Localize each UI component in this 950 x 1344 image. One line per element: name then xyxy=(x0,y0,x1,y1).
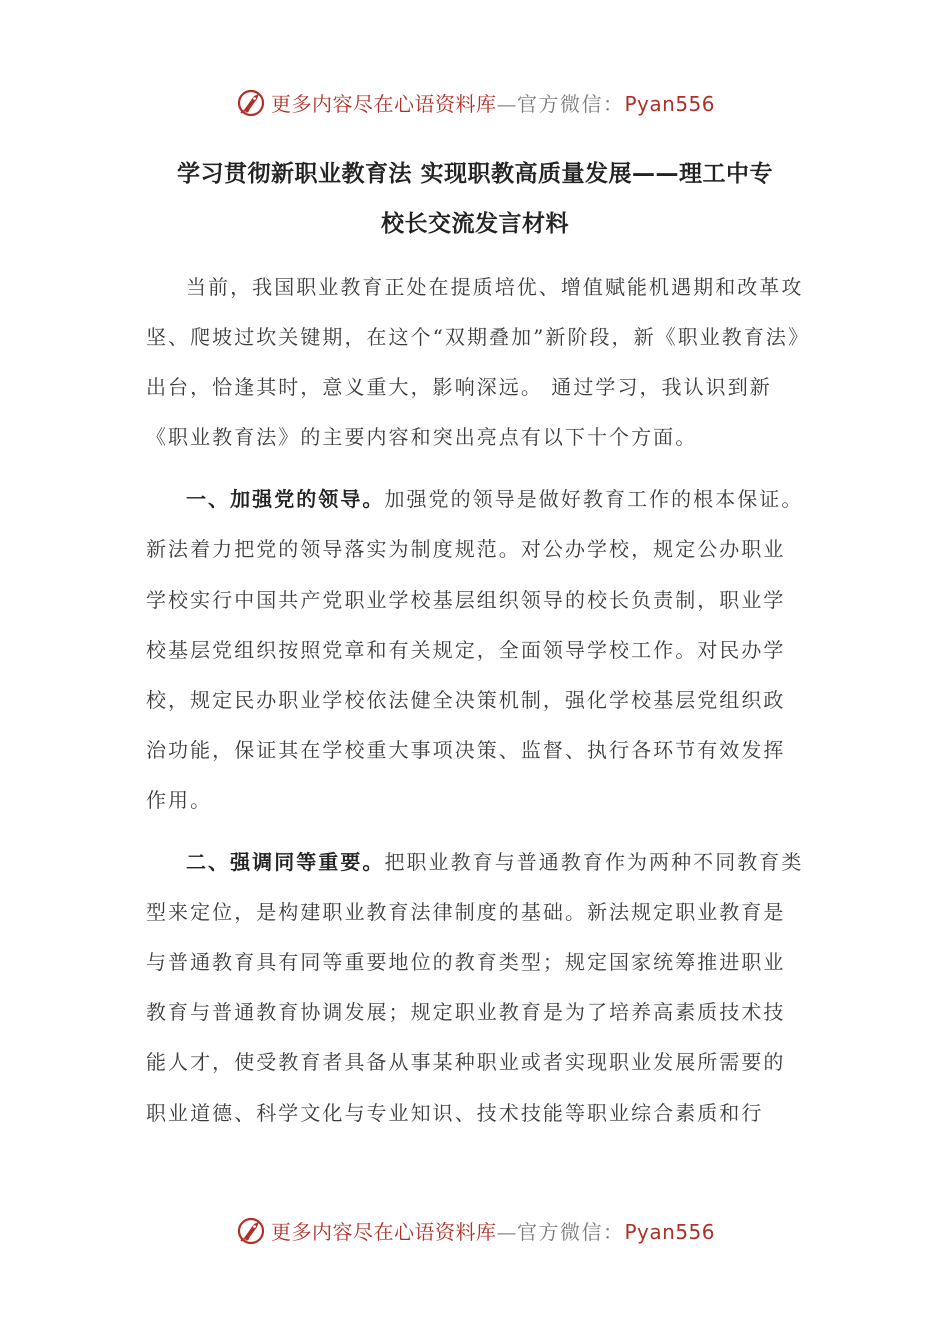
watermark-dash: — xyxy=(496,1219,517,1244)
watermark-main: 更多内容尽在心语资料库 xyxy=(270,1219,497,1244)
watermark-text xyxy=(271,1216,715,1245)
document-title-line-1: 学习贯彻新职业教育法 实现职教高质量发展——理工中专 xyxy=(176,161,773,187)
section-paragraph-2 xyxy=(146,837,806,1138)
watermark-banner-bottom xyxy=(0,1210,950,1250)
watermark-banner-top xyxy=(0,82,950,122)
document-title-line-2: 校长交流发言材料 xyxy=(381,211,569,237)
pen-nib-circle-icon xyxy=(235,86,267,118)
pen-nib-circle-icon xyxy=(235,1214,267,1246)
watermark-sub: 官方微信： xyxy=(516,1219,625,1244)
watermark-wechat: Pyan556 xyxy=(624,91,715,116)
watermark-sub: 官方微信： xyxy=(516,91,625,116)
intro-paragraph: 当前，我国职业教育正处在提质培优、增值赋能机遇期和改革攻坚、爬坡过坎关键期，在这个“双期叠加”新阶段，新《职业教育法》出台，恰逢其时，意义重大，影响深远。 通过学习，我认识到新《职业教育法》的主要内容和突出亮点有以下十个方面。 xyxy=(146,275,804,450)
section-body-1: 加强党的领导是做好教育工作的根本保证。新法着力把党的领导落实为制度规范。对公办学校，规定公办职业学校实行中国共产党职业学校基层组织领导的校长负责制，职业学校基层党组织按照党章和有关规定，全面领导学校工作。对民办学校，规定民办职业学校依法健全决策机制，强化学校基层党组织政治功能，保证其在学校重大事项决策、监督、执行各环节有效发挥作用。 xyxy=(146,487,804,812)
watermark-main: 更多内容尽在心语资料库 xyxy=(270,91,497,116)
section-paragraph-1 xyxy=(146,474,806,825)
watermark-dash: — xyxy=(496,91,517,116)
watermark-text xyxy=(271,88,715,117)
section-heading-2: 二、强调同等重要。 xyxy=(186,850,385,875)
section-body-2: 把职业教育与普通教育作为两种不同教育类型来定位，是构建职业教育法律制度的基础。新法规定职业教育是与普通教育具有同等重要地位的教育类型；规定国家统筹推进职业教育与普通教育协调发展；规定职业教育是为了培养高素质技术技能人才，使受教育者具备从事某种职业或者实现职业发展所需要的职业道德、科学文化与专业知识、技术技能等职业综合素质和行 xyxy=(146,850,804,1125)
watermark-wechat: Pyan556 xyxy=(624,1219,715,1244)
section-heading-1: 一、加强党的领导。 xyxy=(186,487,385,512)
document-body xyxy=(146,262,806,1138)
